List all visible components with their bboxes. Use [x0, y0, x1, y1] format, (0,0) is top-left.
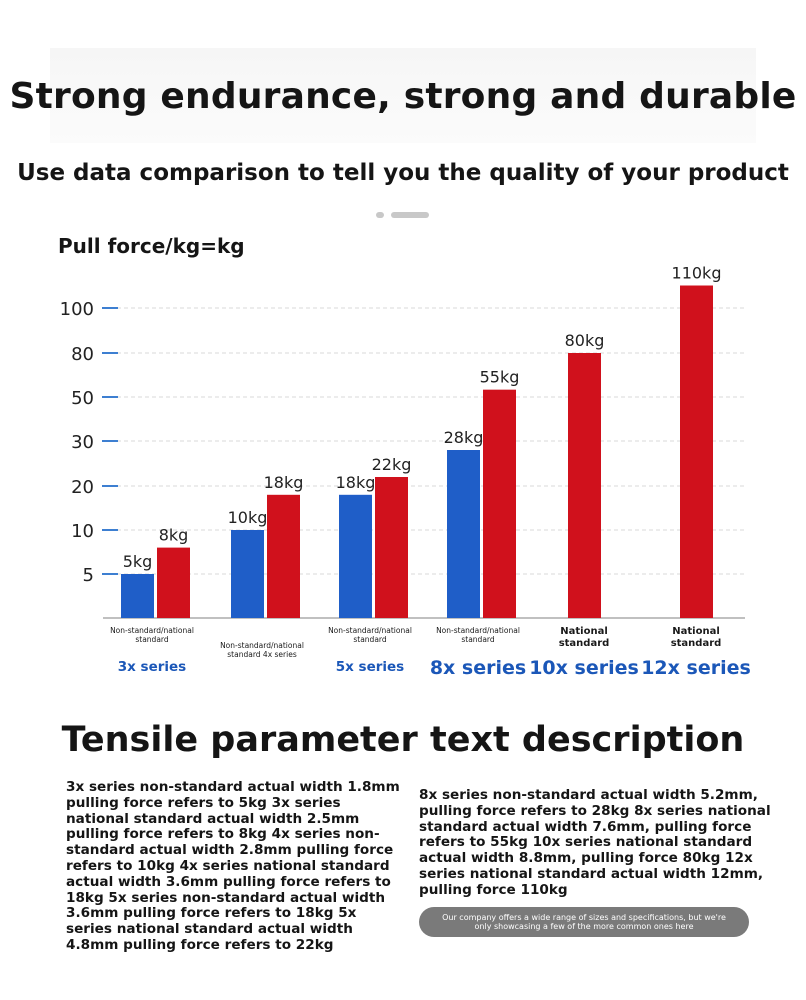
bar-non-standard: [447, 450, 480, 618]
series-label: 5x series: [335, 659, 405, 675]
y-tick-label: 10: [71, 521, 94, 542]
bar-non-standard: [121, 574, 154, 618]
carousel-dot-active: [391, 212, 429, 218]
group-sub-label-line: standard: [461, 635, 495, 644]
bar-national: [680, 286, 713, 619]
group-sub-label: [559, 626, 610, 649]
bar-group: [110, 526, 194, 675]
series-label: 12x series: [641, 657, 751, 679]
notice-text: Our company offers a wide range of sizes and specifications, but we're only showcasing a few of the more common ones here: [442, 912, 726, 931]
y-tick-label: 20: [71, 477, 94, 498]
y-tick-label: 5: [82, 565, 94, 586]
group-sub-label-line: Non-standard/national: [328, 626, 412, 635]
group-sub-label-line: standard: [353, 635, 387, 644]
bar-value-label: 28kg: [443, 428, 484, 447]
group-sub-label-line: National: [560, 626, 608, 637]
y-tick-label: 80: [71, 344, 94, 365]
group-sub-label: [110, 626, 194, 644]
bar-value-label: 8kg: [158, 525, 189, 545]
bar-value-label: 22kg: [371, 455, 412, 474]
bar-non-standard: [231, 530, 264, 618]
bar-group: [430, 368, 526, 679]
group-sub-label-line: standard: [670, 638, 722, 649]
bar-national: [157, 548, 190, 618]
y-tick-label: 30: [71, 432, 94, 453]
series-label: 8x series: [429, 657, 527, 679]
page-subtitle: Use data comparison to tell you the quality of your product: [17, 160, 789, 186]
bar-value-label: 110kg: [671, 263, 722, 283]
bar-value-label: 10kg: [227, 508, 268, 527]
bar-national: [375, 477, 408, 618]
description-title: Tensile parameter text description: [61, 720, 745, 760]
pull-force-chart: [0, 225, 806, 695]
bar-national: [568, 353, 601, 618]
group-sub-label: [220, 641, 304, 659]
bar-value-label: 80kg: [564, 331, 605, 350]
bar-group: [641, 264, 751, 680]
bar-value-label: 5kg: [122, 552, 153, 571]
group-sub-label-line: Non-standard/national: [436, 626, 520, 635]
y-tick-label: 50: [71, 388, 94, 409]
bar-group: [529, 331, 639, 679]
page-title: Strong endurance, strong and durable: [9, 76, 797, 117]
bar-non-standard: [339, 495, 372, 618]
group-sub-label-line: standard 4x series: [227, 650, 297, 659]
group-sub-label-line: standard: [135, 635, 169, 644]
chart-title: Pull force/kg=kg: [58, 234, 245, 258]
notice-pill: [419, 907, 749, 937]
group-sub-label-line: standard: [558, 638, 610, 649]
description-left-text: 3x series non-standard actual width 1.8mm pulling force refers to 5kg 3x series national standard actual width 2.5mm pulling force refers to 8kg 4x series non-standard actual width 2.8mm pulling force refers to 10kg 4x series national standard actual width 3.6mm pulling force refers to 18kg 5x series non-standard actual width 3.6mm pulling force refers to 18kg 5x series national standard actual width 4.8mm pulling force refers to 22kg: [66, 779, 400, 953]
series-label: 10x series: [529, 657, 639, 679]
bar-national: [483, 390, 516, 618]
bar-national: [267, 495, 300, 618]
carousel-dot-inactive: [376, 212, 384, 218]
group-sub-label-line: Non-standard/national: [220, 641, 304, 650]
group-sub-label: [671, 626, 722, 649]
description-right-text: 8x series non-standard actual width 5.2mm, pulling force refers to 28kg 8x series national standard actual width 7.6mm, pulling force refers to 55kg 10x series national standard actual width 8.8mm, pulling force 80kg 12x series national standard actual width 12mm, pulling force 110kg: [419, 787, 771, 898]
series-label: 3x series: [117, 659, 187, 675]
bar-value-label: 18kg: [335, 472, 376, 492]
group-sub-label: [436, 626, 520, 644]
bar-value-label: 18kg: [263, 472, 304, 492]
bar-group: [220, 473, 304, 659]
bar-group: [328, 455, 412, 675]
y-tick-label: 100: [59, 299, 94, 320]
group-sub-label-line: National: [672, 626, 720, 637]
group-sub-label: [328, 626, 412, 644]
group-sub-label-line: Non-standard/national: [110, 626, 194, 635]
bar-value-label: 55kg: [479, 367, 520, 387]
